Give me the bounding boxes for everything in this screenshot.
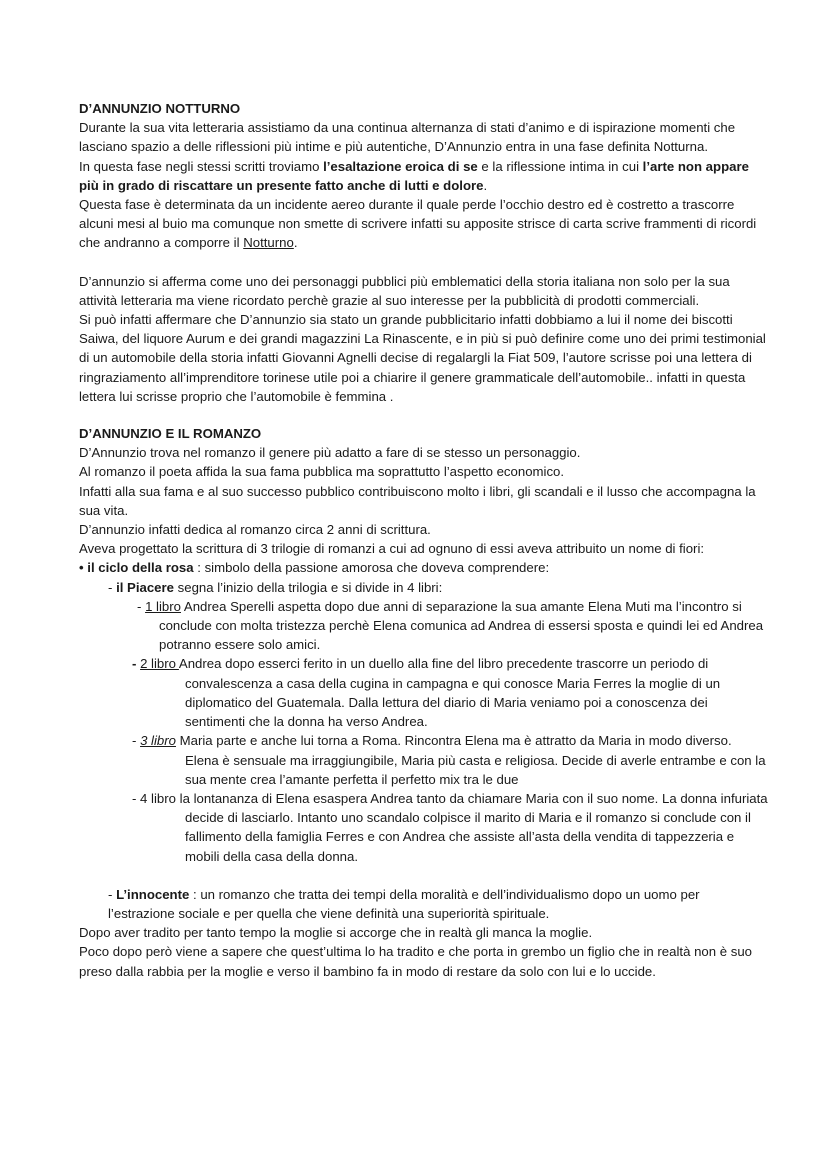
paragraph: Infatti alla sua fama e al suo successo pubblico contribuiscono molto i libri, gli scandali e il lusso che accompagna la sua vita. [79, 483, 756, 518]
spacer [79, 406, 768, 424]
section-title-notturno: D’ANNUNZIO NOTTURNO [79, 101, 241, 116]
list-item-piacere: - il Piacere segna l’inizio della trilogia e si divide in 4 libri: [108, 579, 443, 595]
paragraph: Al romanzo il poeta affida la sua fama pubblica ma soprattutto l’aspetto economico. [79, 464, 565, 480]
bullet-item-rosa: • il ciclo della rosa : simbolo della passione amorosa che doveva comprendere: [79, 560, 550, 576]
paragraph: Si può infatti affermare che D’annunzio sia stato un grande pubblicitario infatti dobbiamo a lui il nome dei biscotti Saiwa, del liquore Aurum e dei grandi magazzini La Rinascente, e in più si può definire come uno dei primi testimonial di un automobile della storia infatti Giovanni Agnelli decise di regalargli la Fiat 509, l’autore scrisse poi una lettera di ringraziamento all’imprenditore torinese utile poi a chiarire il genere grammaticale dell’automobile.. infatti in questa lettera lui scrisse proprio che l’automobile è femmina . [79, 312, 766, 404]
list-item-innocente: - L’innocente : un romanzo che tratta dei tempi della moralità e dell’individualismo dopo un uomo per l’estrazione sociale e per quella che viene definità una superiorità spirituale. [108, 886, 700, 921]
paragraph: In questa fase negli stessi scritti troviamo l’esaltazione eroica di se e la riflessione intima in cui l’arte non appare più in grado di riscattare un presente fatto anche di lutti e dolore. [79, 158, 749, 193]
bold-text: l’arte non appare più in grado di riscattare un presente fatto anche di lutti e dolore [79, 158, 749, 193]
spacer [79, 253, 768, 272]
paragraph: Poco dopo però viene a sapere che quest’ultima lo ha tradito e che porta in grembo un figlio che in realtà non è suo preso dalla rabbia per la moglie e verso il bambino fa in modo di restare da solo con lui e lo uccide. [79, 944, 752, 979]
paragraph: Questa fase è determinata da un incidente aereo durante il quale perde l’occhio destro ed è costretto a trascorre alcuni mesi al buio ma comunque non smette di scrivere infatti su apposite strisce di carta scrive frammenti di ricordi che andranno a comporre il Notturno. [79, 197, 757, 251]
bullet-icon: • [79, 560, 84, 576]
paragraph: D’Annunzio trova nel romanzo il genere più adatto a fare di se stesso un personaggio. [79, 445, 581, 461]
bold-text: l’esaltazione eroica di se [323, 158, 478, 174]
paragraph: D’annunzio si afferma come uno dei personaggi pubblici più emblematici della storia italiana non solo per la sua attività letteraria ma viene ricordato perchè grazie al suo interesse per la pubblicità di prodotti commerciali. [79, 273, 730, 308]
paragraph: D’annunzio infatti dedica al romanzo circa 2 anni di scrittura. [79, 522, 431, 538]
underlined-title: Notturno [243, 235, 294, 251]
paragraph: Dopo aver tradito per tanto tempo la moglie si accorge che in realtà gli manca la moglie. [79, 925, 593, 941]
paragraph: Aveva progettato la scrittura di 3 trilogie di romanzi a cui ad ognuno di essi aveva attribuito un nome di fiori: [79, 541, 705, 557]
list-item-libro-3: - 3 libro Maria parte e anche lui torna a Roma. Rincontra Elena ma è attratto da Maria in modo diverso. Elena è sensuale ma irraggiungibile, Maria più casta e religiosa. Decide di averle entrambe e con la sua mente crea l’amante perfetta il perfetto mix tra le due [132, 733, 766, 787]
spacer [79, 866, 768, 885]
paragraph: Durante la sua vita letteraria assistiamo da una continua alternanza di stati d’animo e di ispirazione momenti che lasciano spazio a delle riflessioni più intime e più autentiche, D’Annunzio entra in una fase definita Notturna. [79, 120, 736, 155]
list-item-libro-1: - 1 libro Andrea Sperelli aspetta dopo due anni di separazione la sua amante Elena Muti ma l’incontro si conclude con molta tristezza perchè Elena comunica ad Andrea di essersi sposta e quindi lei ed Andrea potranno essere solo amici. [137, 598, 764, 653]
section-title-romanzo: D’ANNUNZIO E IL ROMANZO [79, 426, 262, 442]
list-item-libro-4: - 4 libro la lontananza di Elena esaspera Andrea tanto da chiamare Maria con il suo nome. La donna infuriata decide di lasciarlo. Intanto uno scandalo colpisce il marito di Maria e il romanzo si conclude con il fallimento della famiglia Ferres e con Andrea che assiste all’asta della vendita di tappezzeria e mobili della casa della donna. [132, 790, 768, 864]
list-item-libro-2: - 2 libro Andrea dopo esserci ferito in un duello alla fine del libro precedente trascorre un periodo di convalescenza a casa della cugina in campagna e qui conosce Maria Ferres la moglie di un diplomatico del Guatemala. Dalla lettura del diario di Maria veniamo poi a conoscenza dei sentimenti che la donna ha verso Andrea. [132, 656, 721, 730]
